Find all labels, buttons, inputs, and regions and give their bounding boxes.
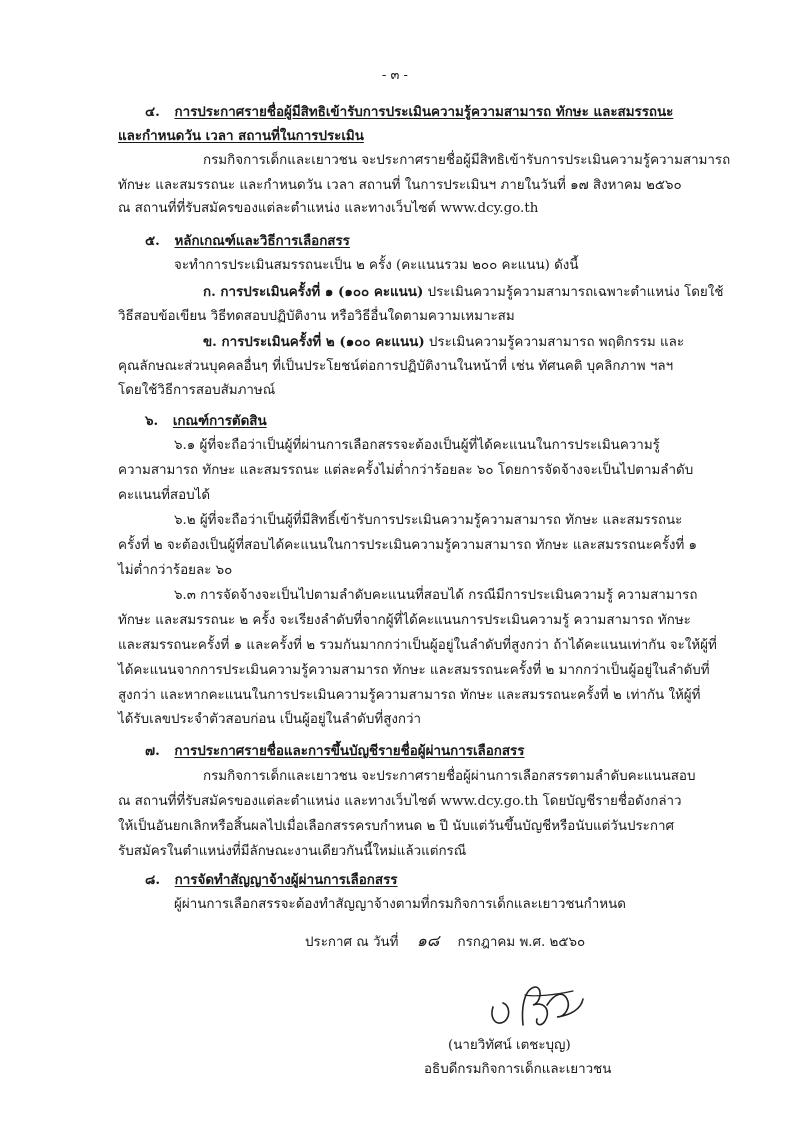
section-7-body-line: กรมกิจการเด็กและเยาวชน จะประกาศรายชื่อผู้ผ่านการเลือกสรรตามลำดับคะแนนสอบ	[203, 769, 696, 784]
announcement-date	[305, 933, 585, 951]
section-5-item-a-title: ก. การประเมินครั้งที่ ๑ (๑๐๐ คะแนน)	[203, 284, 424, 300]
signatory-name: (นายวิทัศน์ เตชะบุญ)	[448, 1038, 571, 1053]
section-7-body-line: ณ สถานที่ที่รับสมัครของแต่ละตำแหน่ง และทางเว็บไซต์ www.dcy.go.th โดยบัญชีรายชื่อดังกล่าว	[118, 794, 682, 809]
section-6-1-line: คะแนนที่สอบได้	[118, 488, 211, 503]
section-6-1-line: ๖.๑ ผู้ที่จะถือว่าเป็นผู้ที่ผ่านการเลือกสรรจะต้องเป็นผู้ที่ได้คะแนนในการประเมินความรู้	[174, 438, 660, 453]
section-6-2-line: ไม่ต่ำกว่าร้อยละ ๖๐	[118, 563, 233, 578]
section-6-3-line: ได้รับเลขประจำตัวสอบก่อน เป็นผู้อยู่ในลำดับที่สูงกว่า	[118, 712, 422, 727]
section-5-item-b-text: ประเมินความรู้ความสามารถ พฤติกรรม และ	[424, 335, 685, 350]
section-6-2-line: ครั้งที่ ๒ จะต้องเป็นผู้ที่สอบได้คะแนนในการประเมินความรู้ความสามารถ ทักษะ และสมรรถนะครั้งที่ ๑	[118, 538, 698, 553]
section-7-title: การประกาศรายชื่อและการขึ้นบัญชีรายชื่อผู้ผ่านการเลือกสรร	[174, 743, 525, 759]
section-6-3-line: และสมรรถนะครั้งที่ ๑ และครั้งที่ ๒ รวมกันมากกว่าเป็นผู้อยู่ในลำดับที่สูงกว่า ถ้าได้คะแนนเท่ากัน จะให้ผู้ที่	[118, 638, 717, 653]
section-4-body-line: ณ สถานที่ที่รับสมัครของแต่ละตำแหน่ง และทางเว็บไซต์ www.dcy.go.th	[118, 201, 539, 216]
announcement-month-year: กรกฎาคม พ.ศ. ๒๕๖๐	[457, 935, 586, 950]
section-6-title: เกณฑ์การตัดสิน	[172, 413, 267, 429]
section-4-title-line-2: และกำหนดวัน เวลา สถานที่ในการประเมิน	[118, 128, 364, 144]
section-5-item-a-text: ประเมินความรู้ความสามารถเฉพาะตำแหน่ง โดยใช้	[423, 285, 724, 300]
section-5-item-a-line-2: วิธีสอบข้อเขียน วิธีทดสอบปฏิบัติงาน หรือวิธีอื่นใดตามความเหมาะสม	[118, 309, 515, 324]
section-6-number: ๖.	[145, 413, 159, 429]
section-4-heading	[145, 104, 673, 120]
section-6-3-line: สูงกว่า และหากคะแนนในการประเมินความรู้ความสามารถ ทักษะ และสมรรถนะครั้งที่ ๒ เท่ากัน ให้ผู้ที่	[118, 688, 701, 703]
section-7-heading	[145, 743, 524, 759]
page-number: - ๓ -	[382, 68, 408, 83]
section-5-item-b	[203, 334, 684, 351]
section-7-body-line: รับสมัครในตำแหน่งที่มีลักษณะงานเดียวกันนี้ใหม่แล้วแต่กรณี	[118, 844, 467, 859]
section-6-3-line: ทักษะ และสมรรถนะ ๒ ครั้ง จะเรียงลำดับที่จากผู้ที่ได้คะแนนการประเมินความรู้ ความสามารถ ทักษะ	[118, 613, 691, 628]
section-4-body-line: กรมกิจการเด็กและเยาวชน จะประกาศรายชื่อผู้มีสิทธิเข้ารับการประเมินความรู้ความสามารถ	[203, 153, 731, 168]
section-6-3-line: ๖.๓ การจัดจ้างจะเป็นไปตามลำดับคะแนนที่สอบได้ กรณีมีการประเมินความรู้ ความสามารถ	[174, 588, 698, 603]
section-8-heading	[145, 872, 397, 888]
section-5-item-b-line-2: คุณลักษณะส่วนบุคคลอื่นๆ ที่เป็นประโยชน์ต่อการปฏิบัติงานในหน้าที่ เช่น ทัศนคติ บุคลิกภาพ ฯลฯ	[118, 359, 674, 374]
section-5-intro: จะทำการประเมินสมรรถนะเป็น ๒ ครั้ง (คะแนนรวม ๒๐๐ คะแนน) ดังนี้	[174, 258, 579, 273]
section-7-body-line: ให้เป็นอันยกเลิกหรือสิ้นผลไปเมื่อเลือกสรรครบกำหนด ๒ ปี นับแต่วันขึ้นบัญชีหรือนับแต่วันประกาศ	[118, 819, 674, 834]
section-4-body-line: ทักษะ และสมรรถนะ และกำหนดวัน เวลา สถานที่ ในการประเมินฯ ภายในวันที่ ๑๗ สิงหาคม ๒๕๖๐	[118, 178, 682, 193]
section-8-title: การจัดทำสัญญาจ้างผู้ผ่านการเลือกสรร	[174, 872, 398, 888]
section-5-item-b-line-3: โดยใช้วิธีการสอบสัมภาษณ์	[118, 383, 276, 398]
section-5-item-a	[203, 284, 723, 301]
section-5-number: ๕.	[145, 233, 160, 249]
section-4-number: ๔.	[145, 104, 160, 120]
section-5-heading	[145, 233, 350, 249]
section-6-3-line: ได้คะแนนจากการประเมินความรู้ความสามารถ ทักษะ และสมรรถนะครั้งที่ ๒ มากกว่าเป็นผู้อยู่ในลำดับที่	[118, 663, 710, 678]
section-8-body: ผู้ผ่านการเลือกสรรจะต้องทำสัญญาจ้างตามที่กรมกิจการเด็กและเยาวชนกำหนด	[174, 897, 626, 912]
section-6-heading	[145, 413, 267, 429]
section-5-title: หลักเกณฑ์และวิธีการเลือกสรร	[174, 233, 350, 249]
signatory-position: อธิบดีกรมกิจการเด็กและเยาวชน	[424, 1062, 612, 1077]
section-6-1-line: ความสามารถ ทักษะ และสมรรถนะ แต่ละครั้งไม่ต่ำกว่าร้อยละ ๖๐ โดยการจัดจ้างจะเป็นไปตามลำดับ	[118, 463, 694, 478]
handwritten-signature	[485, 975, 595, 1035]
section-5-item-b-title: ข. การประเมินครั้งที่ ๒ (๑๐๐ คะแนน)	[203, 334, 425, 350]
announcement-day: ๑๘	[416, 931, 440, 950]
section-6-2-line: ๖.๒ ผู้ที่จะถือว่าเป็นผู้ที่มีสิทธิ์เข้ารับการประเมินความรู้ความสามารถ ทักษะ และสมรรถนะ	[174, 513, 683, 528]
announcement-prefix: ประกาศ ณ วันที่	[305, 935, 399, 950]
section-4-title-line-1: การประกาศรายชื่อผู้มีสิทธิเข้ารับการประเมินความรู้ความสามารถ ทักษะ และสมรรถนะ	[174, 104, 674, 120]
section-7-number: ๗.	[145, 743, 160, 759]
section-8-number: ๘.	[145, 872, 160, 888]
